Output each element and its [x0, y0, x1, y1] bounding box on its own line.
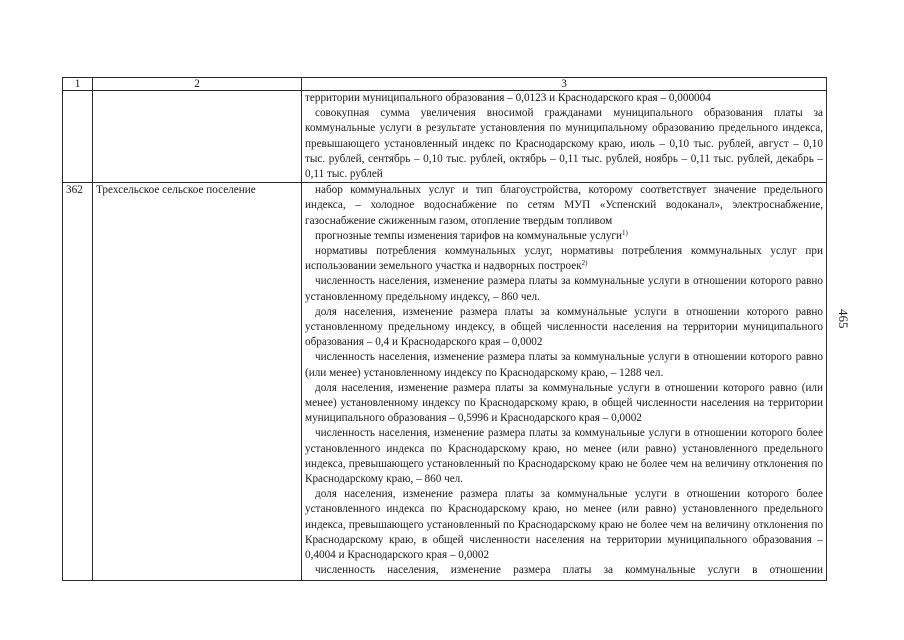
paragraph: доля населения, изменение размера платы за коммунальные услуги в отношении которого равно установленному предельному индексу, в общей численности населения на территории муниципального образования – 0,4 и Краснодарского края – 0,0002 [305, 305, 823, 349]
tariff-table [62, 77, 827, 581]
cell-description [302, 183, 827, 581]
cell-name-empty [93, 91, 302, 183]
table-header-row [63, 78, 827, 91]
page-number: 465 [836, 309, 851, 329]
footnote-ref: 2) [581, 259, 588, 268]
paragraph-text: нормативы потребления коммунальных услуг, нормативы потребления коммунальных услуг при использовании земельного участка и надворных построек [305, 245, 823, 273]
cell-row-number: 362 [63, 183, 93, 581]
table-row-362 [63, 183, 827, 581]
paragraph [305, 244, 823, 274]
table-row-continued [63, 91, 827, 183]
header-col-3: 3 [302, 78, 827, 91]
paragraph-text: прогнозные темпы изменения тарифов на коммунальные услуги [315, 229, 622, 242]
paragraph: численность населения, изменение размера платы за коммунальные услуги в отношении которого равно установленному предельному индексу, – 860 чел. [305, 275, 823, 303]
paragraph: совокупная сумма увеличения вносимой гражданами муниципального образования платы за коммунальные услуги в результате установления по муниципальному образованию предельного индекса, превышающего установленный индекс по Краснодарскому краю, июль – 0,10 тыс. рублей, август – 0,10 тыс. рублей, сентябрь – 0,10 тыс. рублей, октябрь – 0,11 тыс. рублей, ноябрь – 0,11 тыс. рублей, декабрь – 0,11 тыс. рублей [305, 107, 823, 181]
header-col-1: 1 [63, 78, 93, 91]
paragraph: набор коммунальных услуг и тип благоустройства, которому соответствует значение предельного индекса, – холодное водоснабжение по сетям МУП «Успенский водоканал», электроснабжение, газоснабжение сжиженным газом, отопление твердым топливом [305, 184, 823, 227]
paragraph: численность населения, изменение размера платы за коммунальные услуги в отношении которого более установленного индекса по Краснодарскому краю, но менее (или равно) установленного предельного индекса, превышающего установленный по Краснодарскому краю не более чем на величину отклонения по Краснодарскому краю, – 860 чел. [305, 427, 823, 486]
paragraph: доля населения, изменение размера платы за коммунальные услуги в отношении которого более установленного индекса по Краснодарскому краю, но менее (или равно) установленного предельного индекса, превышающего установленный по Краснодарскому краю не более чем на величину отклонения по Краснодарскому краю, в общей численности населения на территории муниципального образования – 0,4004 и Краснодарского края – 0,0002 [305, 488, 823, 562]
cell-settlement-name: Трехсельское сельское поселение [93, 183, 302, 581]
cell-number-empty [63, 91, 93, 183]
cell-description-continued [302, 91, 827, 183]
paragraph: численность населения, изменение размера платы за коммунальные услуги в отношении которого равно (или менее) установленному индексу по Краснодарскому краю, – 1288 чел. [305, 351, 823, 379]
header-col-2: 2 [93, 78, 302, 91]
paragraph: доля населения, изменение размера платы за коммунальные услуги в отношении которого равно (или менее) установленному индексу по Краснодарскому краю, в общей численности населения на территории муниципального образования – 0,5996 и Краснодарского края – 0,0002 [305, 381, 823, 425]
footnote-ref: 1) [621, 228, 628, 237]
paragraph: численность населения, изменение размера платы за коммунальные услуги в отношении [315, 564, 823, 577]
paragraph [305, 229, 823, 244]
paragraph: территории муниципального образования – 0,0123 и Краснодарского края – 0,000004 [305, 92, 711, 104]
